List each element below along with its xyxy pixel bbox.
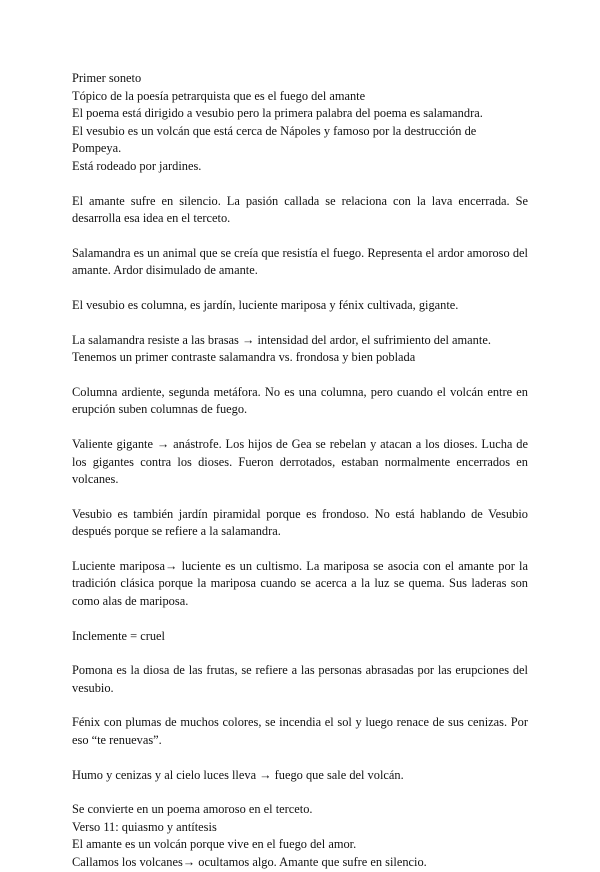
text-line: El vesubio es un volcán que está cerca de Nápoles y famoso por la destrucción de Pompeya. [72, 123, 477, 156]
block-terceto [72, 801, 528, 871]
paragraph-jardin-piramidal: Vesubio es también jardín piramidal porque es frondoso. No está hablando de Vesubio después porque se refiere a la salamandra. [72, 506, 528, 539]
paragraph-columna-ardiente: Columna ardiente, segunda metáfora. No es una columna, pero cuando el volcán entre en erupción suben columnas de fuego. [72, 384, 528, 417]
block-intro [72, 70, 528, 176]
paragraph-luciente-mariposa: Luciente mariposa→ luciente es un cultismo. La mariposa se asocia con el amante por la tradición clásica porque la mariposa cuando se acerca a la luz se quema. Sus laderas son como alas de mariposa. [72, 558, 528, 609]
paragraph-inclemente: Inclemente = cruel [72, 628, 165, 643]
block-contraste [72, 332, 528, 367]
text-line: Tópico de la poesía petrarquista que es el fuego del amante [72, 88, 366, 103]
text-line: Tenemos un primer contraste salamandra vs. frondosa y bien poblada [72, 350, 416, 365]
heading-primer-soneto: Primer soneto [72, 71, 142, 85]
text-line: Callamos los volcanes→ ocultamos algo. Amante que sufre en silencio. [72, 855, 427, 869]
paragraph-salamandra: Salamandra es un animal que se creía que resistía el fuego. Representa el ardor amoroso del amante. Ardor disimulado de amante. [72, 245, 528, 278]
text-line: El amante es un volcán porque vive en el fuego del amor. [72, 837, 357, 852]
text-line: Verso 11: quiasmo y antítesis [72, 819, 217, 834]
text-line: El poema está dirigido a vesubio pero la primera palabra del poema es salamandra. [72, 106, 483, 121]
text-line: La salamandra resiste a las brasas → intensidad del ardor, el sufrimiento del amante. [72, 332, 491, 347]
paragraph-amante-silencio: El amante sufre en silencio. La pasión callada se relaciona con la lava encerrada. Se desarrolla esa idea en el terceto. [72, 193, 528, 226]
paragraph-valiente-gigante: Valiente gigante → anástrofe. Los hijos de Gea se rebelan y atacan a los dioses. Lucha de los gigantes contra los dioses. Fueron derrotados, estaban normalmente encerrados en volcanes. [72, 436, 528, 487]
paragraph-fenix: Fénix con plumas de muchos colores, se incendia el sol y luego renace de sus cenizas. Por eso “te renuevas”. [72, 715, 528, 748]
paragraph-pomona: Pomona es la diosa de las frutas, se refiere a las personas abrasadas por las erupciones del vesubio. [72, 663, 528, 695]
text-line: Está rodeado por jardines. [72, 158, 202, 173]
paragraph-humo-cenizas: Humo y cenizas y al cielo luces lleva → fuego que sale del volcán. [72, 767, 404, 782]
text-line: Se convierte en un poema amoroso en el terceto. [72, 802, 313, 817]
document-page [72, 70, 528, 872]
paragraph-vesubio-columna: El vesubio es columna, es jardín, luciente mariposa y fénix cultivada, gigante. [72, 297, 459, 312]
